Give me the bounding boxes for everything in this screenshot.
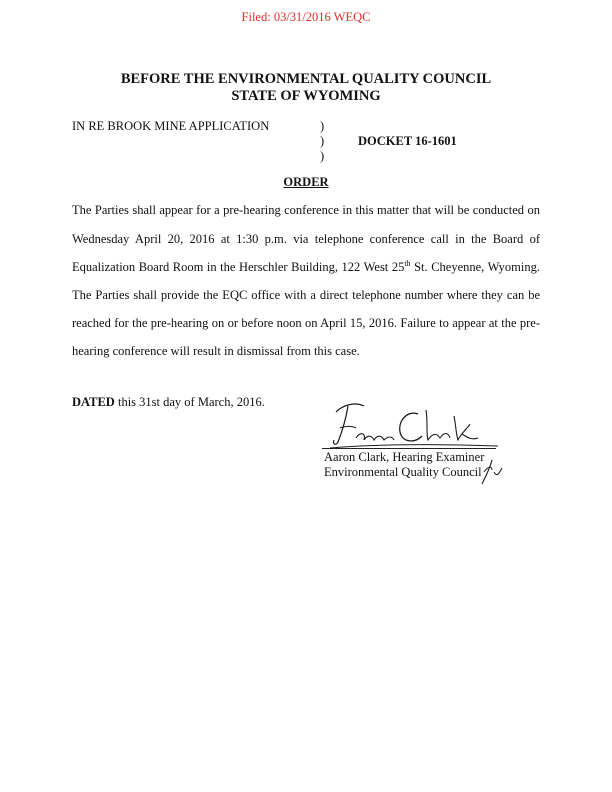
- dated-text: this 31st day of March, 2016.: [114, 395, 265, 409]
- signer-organization: Environmental Quality Council: [324, 465, 482, 479]
- order-body-line: Wednesday April 20, 2016 at 1:30 p.m. via telephone conference call in the Board of: [72, 232, 540, 246]
- handwritten-signature: [322, 398, 512, 458]
- filed-stamp: Filed: 03/31/2016 WEQC: [241, 10, 371, 24]
- state-heading: STATE OF WYOMING: [231, 88, 381, 104]
- order-title: ORDER: [283, 175, 329, 189]
- caption-paren: ): [320, 134, 325, 148]
- order-body-line: The Parties shall provide the EQC office with a direct telephone number where they can be: [72, 288, 540, 302]
- matter-caption: IN RE BROOK MINE APPLICATION: [72, 119, 270, 133]
- docket-number: DOCKET 16-1601: [358, 134, 457, 148]
- order-body-text: Equalization Board Room in the Herschler Building, 122 West 25: [72, 260, 405, 274]
- order-body-line: reached for the pre-hearing on or before noon on April 15, 2016. Failure to appear at the pre-: [72, 316, 540, 330]
- signature-line: [322, 448, 496, 449]
- signer-name: Aaron Clark, Hearing Examiner: [324, 450, 485, 464]
- ordinal-suffix: th: [404, 258, 411, 268]
- order-body-line: hearing conference will result in dismissal from this case.: [72, 344, 360, 358]
- dated-line: [72, 395, 265, 410]
- handwritten-initials: [478, 458, 506, 486]
- caption-paren: ): [320, 119, 325, 133]
- order-body-line: The Parties shall appear for a pre-hearing conference in this matter that will be conducted on: [72, 203, 540, 217]
- dated-label: DATED: [72, 395, 115, 409]
- caption-paren: ): [320, 149, 325, 163]
- order-body-text: St. Cheyenne, Wyoming.: [410, 260, 540, 274]
- council-heading: BEFORE THE ENVIRONMENTAL QUALITY COUNCIL: [120, 71, 492, 87]
- order-body-line: [72, 260, 540, 275]
